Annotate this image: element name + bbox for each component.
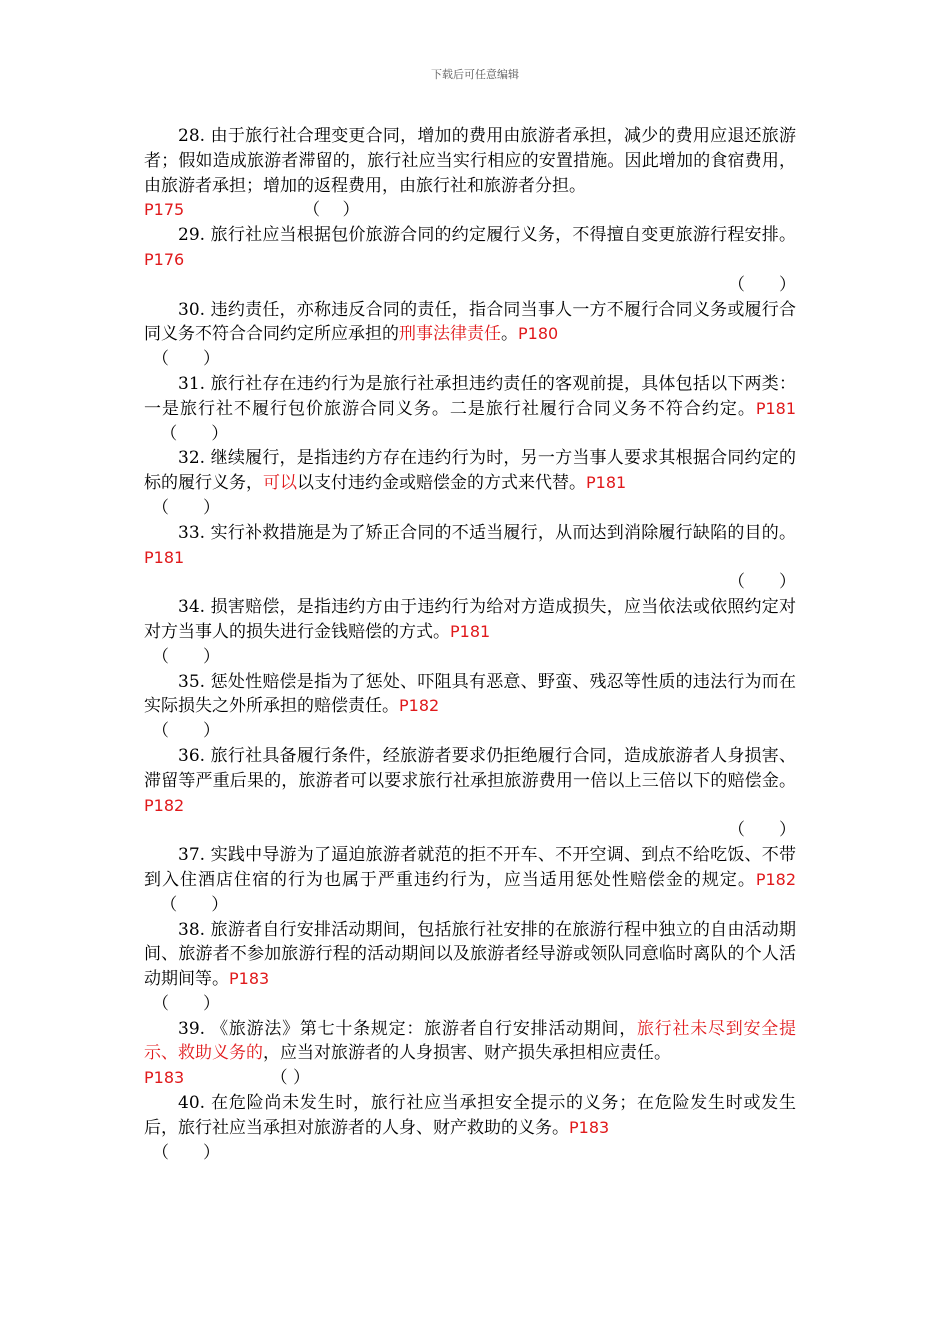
page-ref: P176 bbox=[144, 249, 185, 269]
answer-blank[interactable]: （ ） bbox=[160, 423, 229, 444]
answer-blank[interactable]: （ ） bbox=[152, 646, 220, 667]
question-40: 40. 在危险尚未发生时，旅行社应当承担安全提示的义务；在危险发生时或发生后，旅行社应当承担对旅游者的人身、财产救助的义务。P183 bbox=[144, 1093, 796, 1138]
answer-blank[interactable]: （ ） bbox=[152, 993, 220, 1014]
answer-blank[interactable]: （ ） bbox=[270, 1068, 311, 1089]
answer-blank[interactable]: （ ） bbox=[152, 721, 220, 742]
page-ref: P182 bbox=[399, 696, 440, 716]
page-ref: P181 bbox=[586, 473, 627, 493]
answer-blank[interactable]: （ ） bbox=[160, 894, 229, 915]
highlight-text: 刑事法律责任 bbox=[399, 324, 501, 345]
highlight-text: 旅行社未尽到安全提示、救助义务的 bbox=[144, 1018, 796, 1064]
question-38: 38. 旅游者自行安排活动期间，包括旅行社安排的在旅游行程中独立的自由活动期间、旅游者不参加旅游行程的活动期间以及旅游者经导游或领队同意临时离队的个人活动期间等。P183 bbox=[144, 919, 796, 990]
question-32: 32. 继续履行，是指违约方存在违约行为时，另一方当事人要求其根据合同约定的标的履行义务，可以以支付违约金或赔偿金的方式来代替。P181 bbox=[144, 448, 796, 494]
answer-blank[interactable]: （ ） bbox=[728, 274, 796, 295]
answer-blank[interactable]: （ ） bbox=[152, 1142, 220, 1163]
question-list bbox=[144, 124, 796, 1165]
question-34: 34. 损害赔偿，是指违约方由于违约行为给对方造成损失，应当依法或依照约定对对方当事人的损失进行金钱赔偿的方式。P181 bbox=[144, 597, 796, 642]
question-30: 30. 违约责任，亦称违反合同的责任，指合同当事人一方不履行合同义务或履行合同义务不符合合同约定所应承担的刑事法律责任。P180 bbox=[144, 299, 796, 345]
page-ref: P175 bbox=[144, 200, 185, 220]
page-ref: P183 bbox=[569, 1117, 610, 1137]
answer-blank[interactable]: （ ） bbox=[152, 497, 220, 518]
question-28: 28. 由于旅行社合理变更合同，增加的费用由旅游者承担，减少的费用应退还旅游者；假如造成旅游者滞留的，旅行社应当实行相应的安置措施。因此增加的食宿费用，由旅游者承担；增加的返程费用，由旅行社和旅游者分担。 P175 （ ） bbox=[144, 126, 796, 221]
question-37: 37. 实践中导游为了逼迫旅游者就范的拒不开车、不开空调、到点不给吃饭、不带到入住酒店住宿的行为也属于严重违约行为，应当适用惩处性赔偿金的规定。P182 （ ） bbox=[144, 845, 796, 915]
page-ref: P183 bbox=[229, 969, 270, 989]
page-ref: P181 bbox=[755, 398, 796, 418]
answer-blank[interactable]: （ ） bbox=[728, 572, 796, 593]
page-ref: P181 bbox=[450, 621, 491, 641]
page-ref: P181 bbox=[144, 547, 185, 567]
question-39: 39. 《旅游法》第七十条规定：旅游者自行安排活动期间，旅行社未尽到安全提示、救助义务的，应当对旅游者的人身损害、财产损失承担相应责任。 P183 （ ） bbox=[144, 1018, 796, 1089]
answer-blank[interactable]: （ ） bbox=[303, 200, 360, 221]
page-ref: P180 bbox=[518, 324, 559, 344]
question-31: 31. 旅行社存在违约行为是旅行社承担违约责任的客观前提，具体包括以下两类：一是旅行社不履行包价旅游合同义务。二是旅行社履行合同义务不符合约定。P181 （ ） bbox=[144, 373, 796, 444]
question-29: 29. 旅行社应当根据包价旅游合同的约定履行义务，不得擅自变更旅游行程安排。P176 bbox=[144, 225, 796, 269]
question-36: 36. 旅行社具备履行条件，经旅游者要求仍拒绝履行合同，造成旅游者人身损害、滞留等严重后果的，旅游者可以要求旅行社承担旅游费用一倍以上三倍以下的赔偿金。P182 bbox=[144, 745, 796, 815]
question-35: 35. 惩处性赔偿是指为了惩处、吓阻具有恶意、野蛮、残忍等性质的违法行为而在实际损失之外所承担的赔偿责任。P182 bbox=[144, 671, 796, 717]
page-ref: P182 bbox=[755, 869, 796, 889]
question-33: 33. 实行补救措施是为了矫正合同的不适当履行，从而达到消除履行缺陷的目的。P181 bbox=[144, 522, 796, 567]
page-ref: P182 bbox=[144, 795, 185, 815]
answer-blank[interactable]: （ ） bbox=[152, 349, 220, 370]
highlight-text: 可以 bbox=[263, 473, 297, 494]
page-header: 下载后可任意编辑 bbox=[431, 68, 519, 81]
answer-blank[interactable]: （ ） bbox=[728, 820, 796, 841]
page-ref: P183 bbox=[144, 1068, 185, 1088]
